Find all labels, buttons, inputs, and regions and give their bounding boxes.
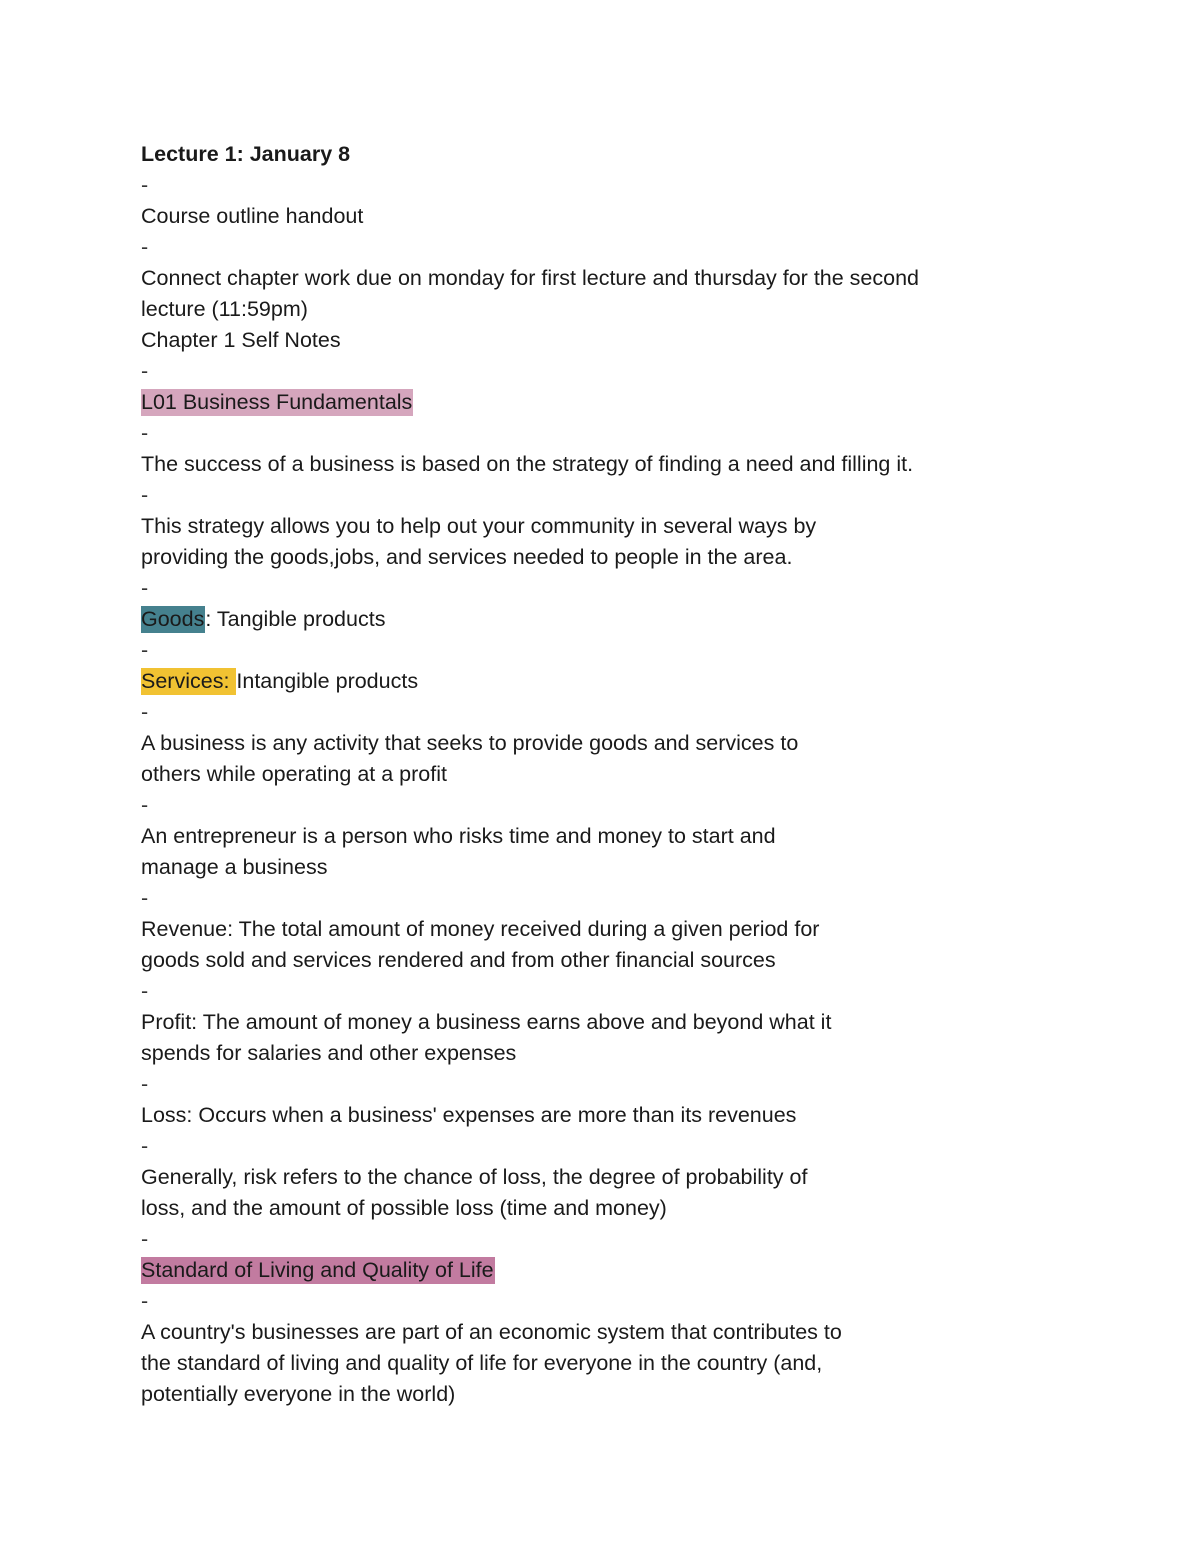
note-revenue-line-2: goods sold and services rendered and from other financial sources — [141, 948, 776, 972]
section-standard-row — [141, 1255, 1041, 1286]
note-economy-line-2: the standard of living and quality of life for everyone in the country (and, — [141, 1351, 823, 1375]
note-services-row — [141, 666, 1041, 697]
note-business-line-2: others while operating at a profit — [141, 762, 447, 786]
bullet-dash: - — [141, 979, 149, 1003]
services-term: Services: — [141, 669, 236, 693]
note-goods-row — [141, 604, 1041, 635]
note-entrepreneur-line-1: An entrepreneur is a person who risks time and money to start and — [141, 824, 776, 848]
section-lo1-row — [141, 387, 1041, 418]
bullet-dash: - — [141, 1072, 149, 1096]
bullet-dash: - — [141, 421, 149, 445]
note-revenue-line-1: Revenue: The total amount of money received during a given period for — [141, 917, 820, 941]
note-entrepreneur-line-2: manage a business — [141, 855, 328, 879]
note-success: The success of a business is based on the strategy of finding a need and filling it. — [141, 452, 914, 476]
goods-term: Goods — [141, 607, 205, 631]
section-heading-lo1: L01 Business Fundamentals — [141, 390, 413, 414]
note-economy-line-1: A country's businesses are part of an economic system that contributes to — [141, 1320, 842, 1344]
note-loss: Loss: Occurs when a business' expenses are more than its revenues — [141, 1103, 797, 1127]
page-title: Lecture 1: January 8 — [141, 142, 351, 166]
note-economy-line-3: potentially everyone in the world) — [141, 1382, 456, 1406]
bullet-dash: - — [141, 359, 149, 383]
bullet-dash: - — [141, 700, 149, 724]
bullet-dash: - — [141, 1289, 149, 1313]
note-course-outline: Course outline handout — [141, 204, 364, 228]
note-strategy-line-2: providing the goods,jobs, and services needed to people in the area. — [141, 545, 793, 569]
note-connect-line-1: Connect chapter work due on monday for first lecture and thursday for the second — [141, 266, 920, 290]
note-strategy-line-1: This strategy allows you to help out your community in several ways by — [141, 514, 817, 538]
bullet-dash: - — [141, 173, 149, 197]
section-heading-standard: Standard of Living and Quality of Life — [141, 1258, 494, 1282]
services-definition: Intangible products — [236, 669, 419, 693]
bullet-dash: - — [141, 576, 149, 600]
note-risk-line-2: loss, and the amount of possible loss (time and money) — [141, 1196, 667, 1220]
note-chapter-heading: Chapter 1 Self Notes — [141, 328, 341, 352]
note-risk-line-1: Generally, risk refers to the chance of loss, the degree of probability of — [141, 1165, 808, 1189]
note-profit-line-2: spends for salaries and other expenses — [141, 1041, 517, 1065]
note-profit-line-1: Profit: The amount of money a business earns above and beyond what it — [141, 1010, 832, 1034]
bullet-dash: - — [141, 483, 149, 507]
bullet-dash: - — [141, 886, 149, 910]
bullet-dash: - — [141, 793, 149, 817]
bullet-dash: - — [141, 1227, 149, 1251]
notes-body — [141, 139, 1041, 1410]
bullet-dash: - — [141, 1134, 149, 1158]
bullet-dash: - — [141, 235, 149, 259]
note-connect-line-2: lecture (11:59pm) — [141, 297, 308, 321]
bullet-dash: - — [141, 638, 149, 662]
note-business-line-1: A business is any activity that seeks to provide goods and services to — [141, 731, 799, 755]
goods-definition: : Tangible products — [205, 607, 386, 631]
